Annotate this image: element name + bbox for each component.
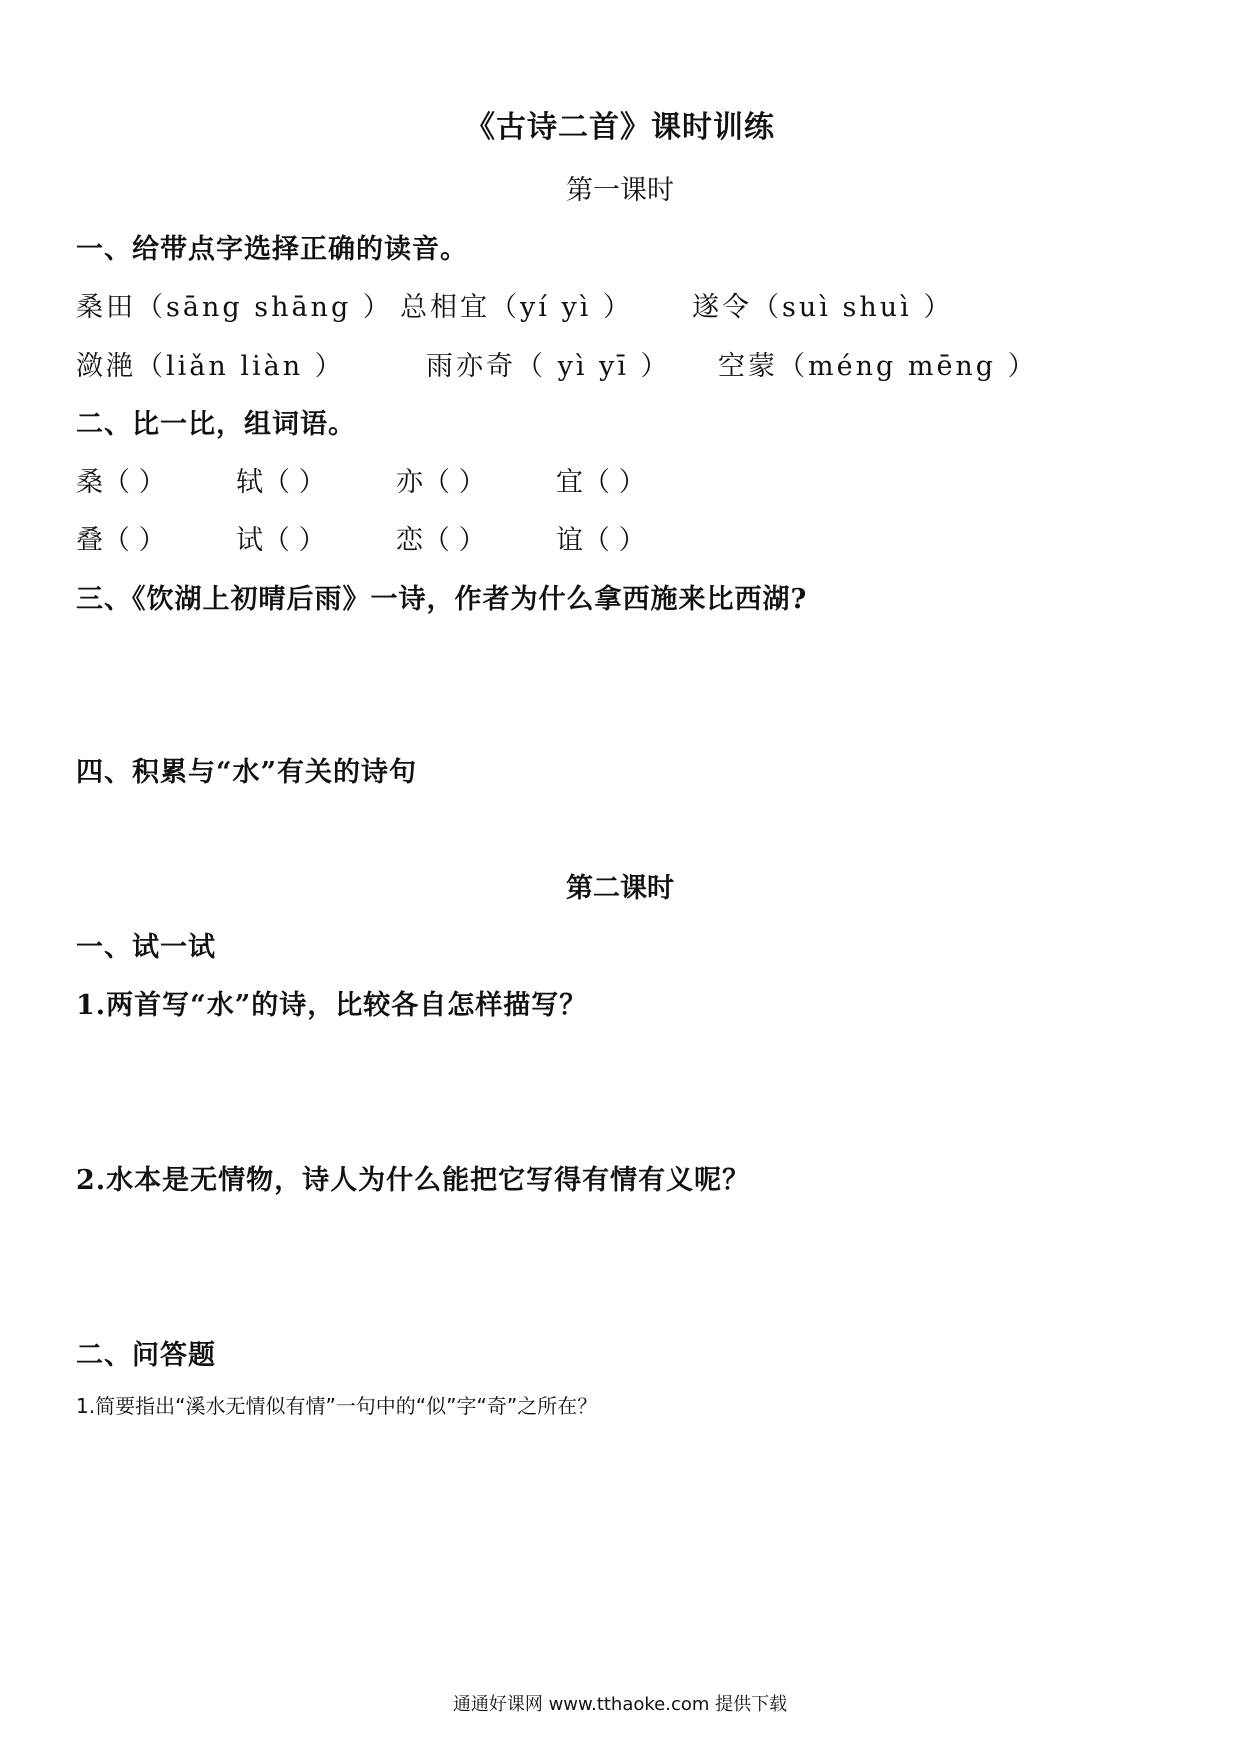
lesson1-q2-title: 二、比一比，组词语。: [76, 409, 356, 440]
word-item-shi: 轼（ ）: [236, 467, 326, 498]
lesson1-q3-title: 三、《饮湖上初晴后雨》一诗，作者为什么拿西施来比西湖?: [76, 584, 808, 615]
lesson1-heading: 第一课时: [566, 175, 674, 206]
document-title: 《古诗二首》课时训练: [465, 110, 775, 145]
lesson2-part2-title: 二、问答题: [76, 1340, 216, 1371]
pinyin-item-kongmeng: 空蒙（méng mēng ）: [718, 351, 1038, 382]
word-item-sang: 桑（ ）: [76, 467, 166, 498]
word-item-lian: 恋（ ）: [396, 525, 486, 556]
pinyin-item-suiling: 遂令（suì shuì ）: [692, 292, 954, 323]
lesson1-q4-title: 四、积累与“水”有关的诗句: [76, 757, 418, 788]
pinyin-item-yuyiqi: 雨亦奇（ yì yī ）: [426, 351, 671, 382]
word-item-shi2: 试（ ）: [236, 525, 326, 556]
word-item-yi: 亦（ ）: [396, 467, 486, 498]
lesson2-heading: 第二课时: [566, 873, 674, 904]
pinyin-item-sangtian: 桑田（sāng shāng ）: [76, 292, 393, 323]
lesson2-part1-q2: 2.水本是无情物，诗人为什么能把它写得有情有义呢？: [76, 1165, 751, 1196]
lesson2-part2-q1: 1.简要指出“溪水无情似有情”一句中的“似”字“奇”之所在？: [76, 1394, 598, 1418]
lesson2-part1-title: 一、试一试: [76, 932, 216, 963]
lesson2-part1-q1: 1.两首写“水”的诗，比较各自怎样描写？: [76, 990, 588, 1021]
footer-source: 通通好课网 www.tthaoke.com 提供下载: [452, 1694, 788, 1715]
word-item-die: 叠（ ）: [76, 525, 166, 556]
word-item-yi3: 谊（ ）: [556, 525, 646, 556]
lesson1-q1-title: 一、给带点字选择正确的读音。: [76, 234, 468, 265]
pinyin-item-zongxiangyi: 总相宜（yí yì ）: [400, 292, 633, 323]
word-item-yi2: 宜（ ）: [556, 467, 646, 498]
pinyin-item-lianyan: 潋滟（liǎn liàn ）: [76, 351, 345, 382]
